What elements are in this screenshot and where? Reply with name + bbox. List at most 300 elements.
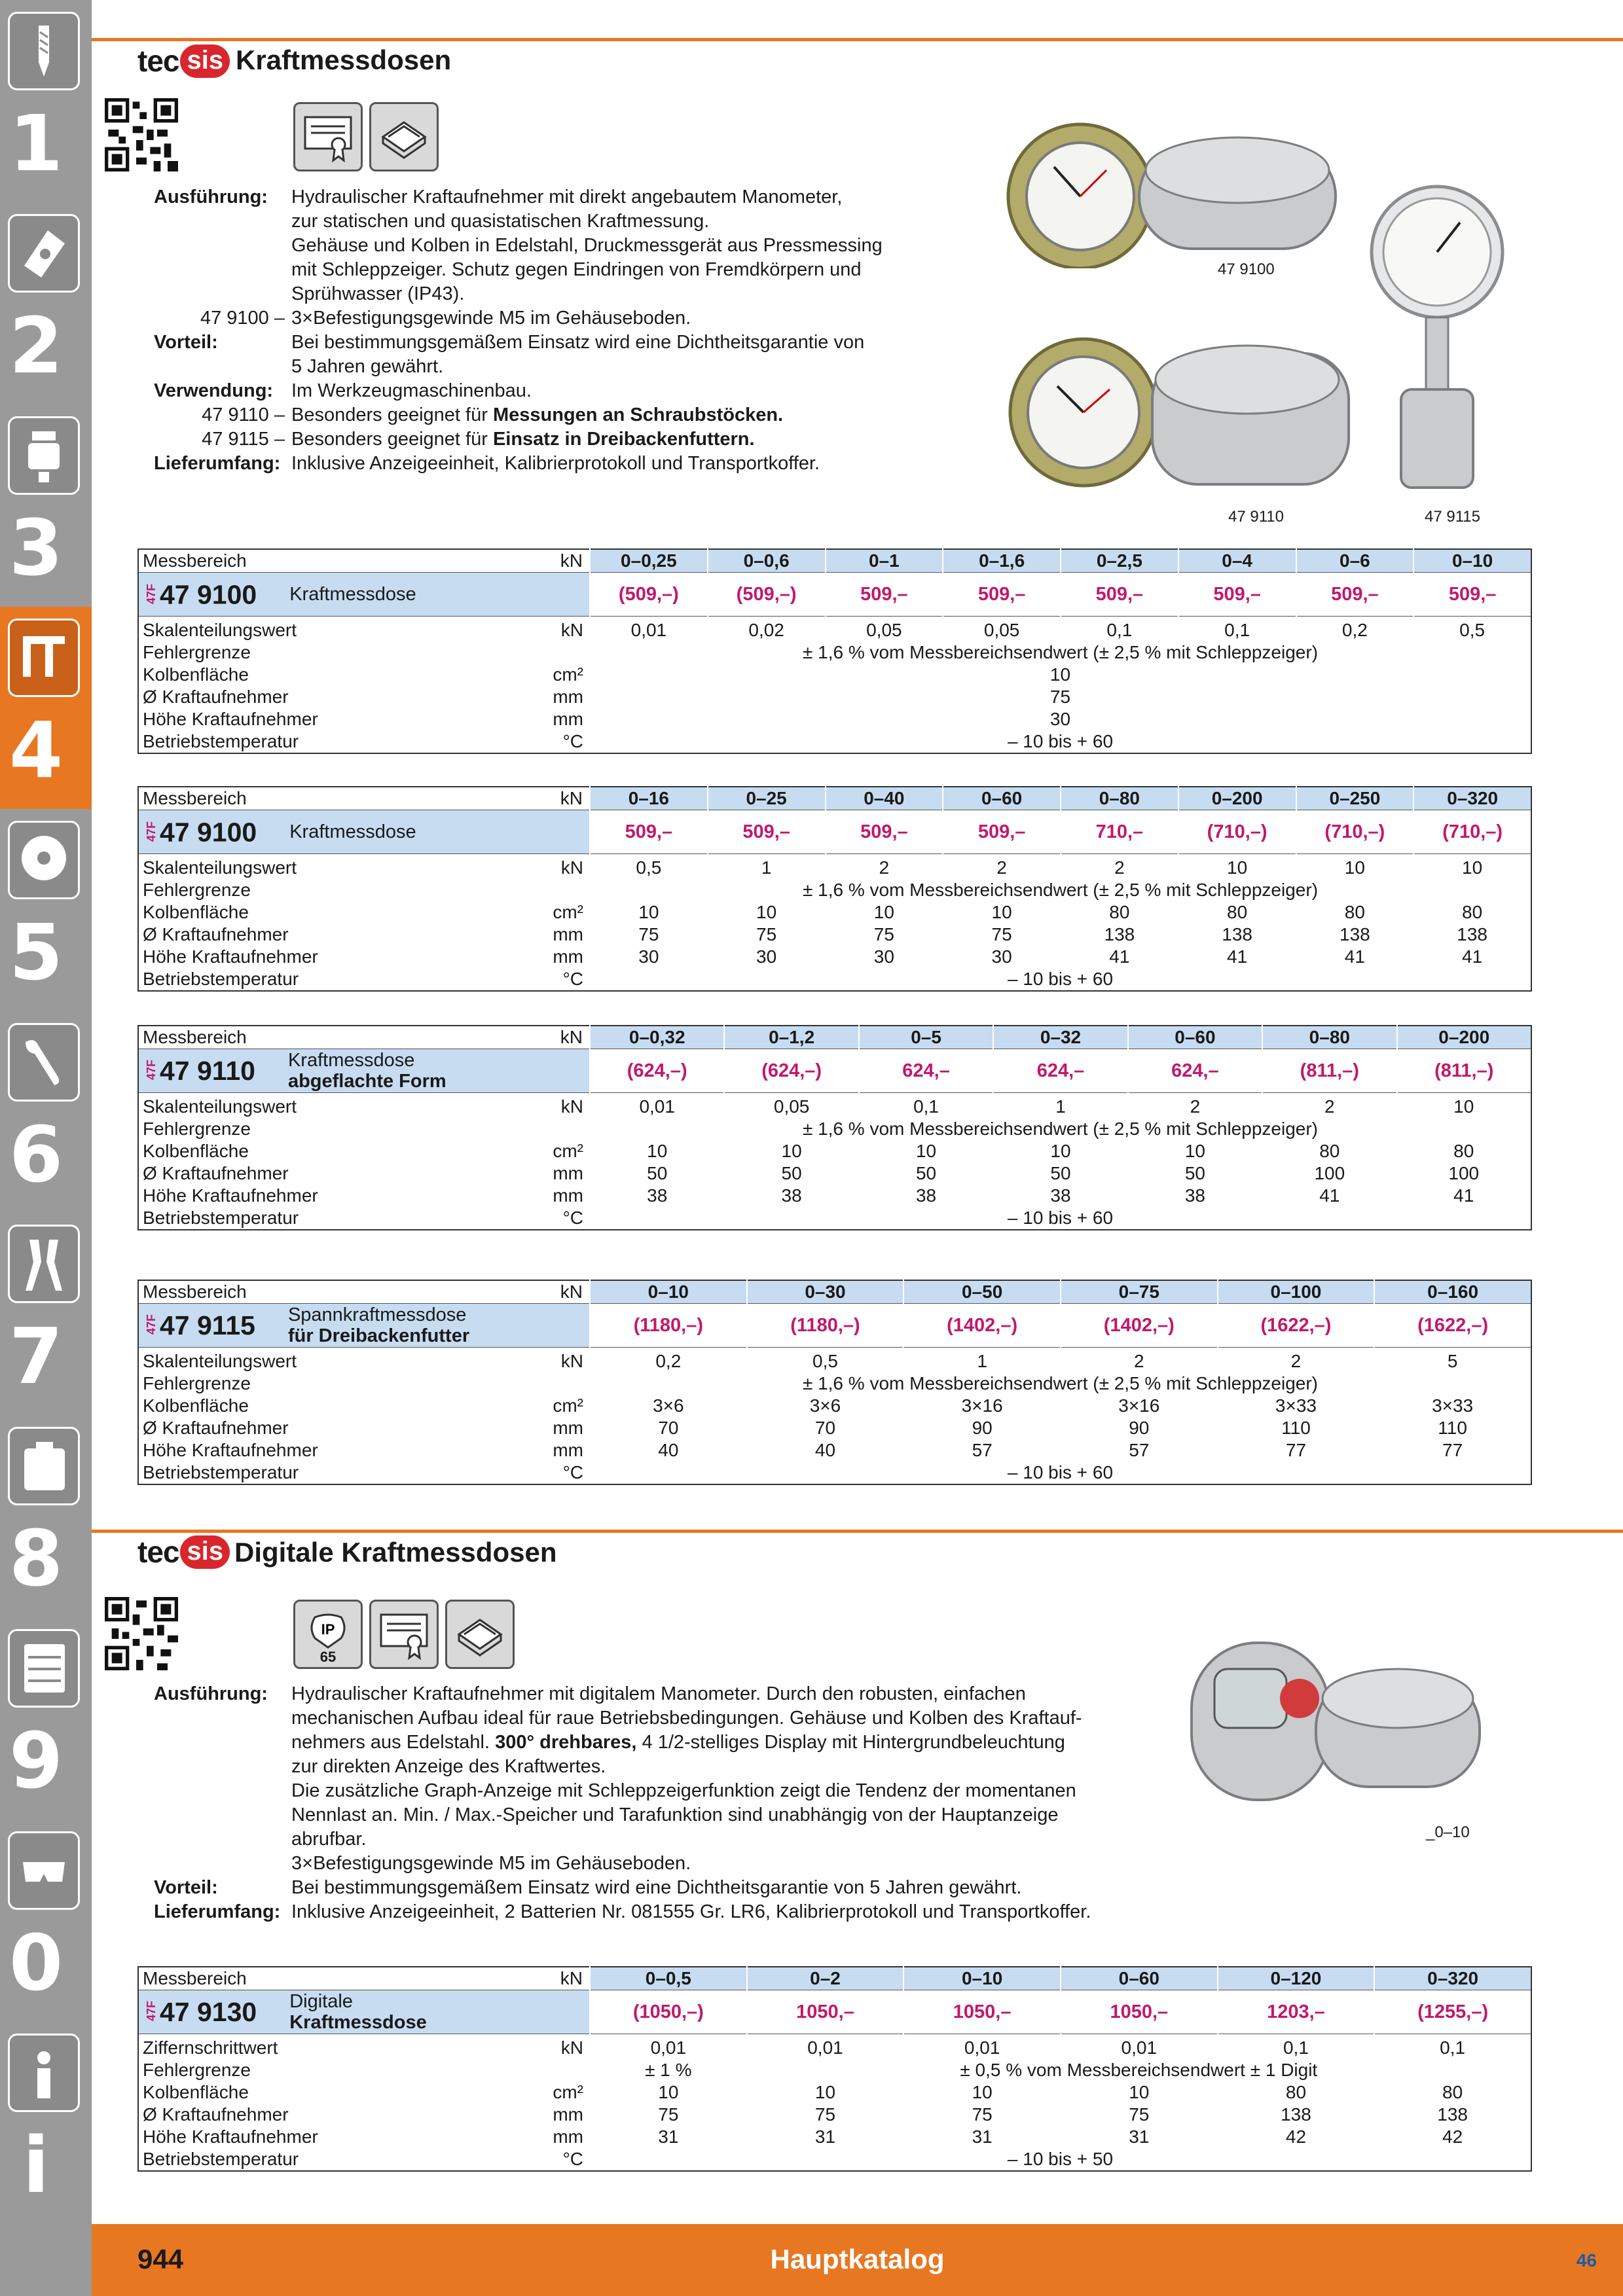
spec-value: 10 (1050, 1141, 1071, 1161)
spec-value: 75 (756, 924, 777, 944)
article-number[interactable]: 47 9130 (160, 1997, 257, 2027)
spec-value: 2 (943, 854, 1061, 880)
product-row (138, 1304, 1531, 1348)
photo-caption: _0–10 (1426, 1823, 1470, 1841)
price-cell[interactable]: (1622,–) (1218, 1304, 1375, 1348)
price-cell[interactable]: (811,–) (1262, 1049, 1396, 1093)
spec-row (138, 1207, 1531, 1230)
spec-label: Betriebstemperatur (143, 2149, 299, 2169)
spec-value-span: – 10 bis + 60 (1007, 969, 1114, 989)
spec-row (138, 2034, 1531, 2060)
description-line (291, 1852, 1182, 1876)
price-cell[interactable]: (710,–) (1178, 810, 1296, 854)
range-cell: 0–80 (1262, 1026, 1396, 1049)
description-text (291, 331, 959, 379)
spec-value: 110 (1281, 1418, 1311, 1438)
spec-value: 75 (991, 924, 1012, 944)
spec-value: 30 (638, 946, 659, 967)
spec-row (138, 2126, 1531, 2148)
article-number[interactable]: 47 9100 (160, 817, 257, 848)
price-cell[interactable]: (624,–) (590, 1049, 724, 1093)
price-cell[interactable]: (1180,–) (747, 1304, 904, 1348)
range-cell: 0–1,6 (943, 549, 1061, 573)
description-label: Lieferumfang: (154, 1901, 281, 1922)
range-cell: 0–320 (1413, 787, 1531, 810)
spec-value: 80 (1285, 2082, 1307, 2102)
product-name-cell (138, 1049, 590, 1093)
spec-value-span: ± 1,6 % vom Messbereichsendwert (± 2,5 % mit Schleppzeiger) (802, 1373, 1318, 1393)
spec-unit: cm² (553, 902, 583, 922)
price-cell[interactable]: 1050,– (903, 1990, 1061, 2034)
range-cell: 0–200 (1178, 787, 1296, 810)
spec-value: 3×33 (1432, 1395, 1474, 1416)
description-text (291, 452, 959, 476)
spec-value: 3×33 (1275, 1395, 1317, 1416)
spec-value: 41 (1344, 946, 1365, 967)
tecsis-logo (137, 1534, 230, 1570)
description-line (291, 1779, 1182, 1803)
spec-value: 10 (647, 1141, 668, 1161)
description-fragment: 4 1/2-stelliges Display mit Hintergrundbeleuchtung (636, 1732, 1065, 1753)
chapter-tab-0[interactable] (0, 1820, 92, 2022)
range-cell: 0–16 (590, 787, 708, 810)
catalog-title: Hauptkatalog (770, 2244, 945, 2274)
tag-47f: 47F (145, 583, 158, 604)
spec-value: 0,2 (1296, 617, 1414, 642)
photo-caption: 47 9100 (1218, 260, 1275, 278)
description-row (154, 1876, 1182, 1900)
spec-value: 40 (658, 1440, 679, 1460)
chapter-number: 1 (9, 98, 64, 188)
spec-value: 0,1 (1061, 617, 1178, 642)
range-cell: 0–100 (1218, 1280, 1375, 1304)
price-cell[interactable]: 509,– (826, 810, 943, 854)
price-cell[interactable]: 509,– (1178, 573, 1296, 617)
spec-row (138, 1185, 1531, 1207)
description-text (291, 1900, 1182, 1924)
range-cell: 0–50 (903, 1280, 1061, 1304)
spec-unit: mm (553, 924, 583, 944)
description-fragment: abrufbar. (291, 1829, 367, 1850)
description-fragment: 300° drehbares, (495, 1732, 637, 1753)
price-cell[interactable]: 509,– (590, 810, 708, 854)
spec-label: Skalenteilungswert (138, 854, 498, 880)
spec-value: 0,1 (859, 1093, 993, 1119)
spec-table-479130 (137, 1966, 1532, 2172)
range-cell: 0–5 (859, 1026, 993, 1049)
chapter-number: 4 (9, 704, 64, 795)
chapter-number: 8 (9, 1513, 64, 1604)
description-text-pre: Besonders geeignet für (291, 429, 493, 450)
product-name (288, 1050, 447, 1092)
range-cell: 0–0,25 (590, 549, 708, 573)
price-cell[interactable]: 509,– (826, 573, 943, 617)
spec-value: 75 (814, 2104, 836, 2125)
spec-table-479100 (137, 786, 1532, 992)
range-cell: 0–32 (993, 1026, 1127, 1049)
product-name (289, 1991, 427, 2033)
spec-unit: mm (553, 1440, 583, 1460)
chapter-tab-2[interactable] (0, 202, 92, 404)
chapter-tab-9[interactable] (0, 1617, 92, 1820)
price-cell[interactable]: (1402,–) (903, 1304, 1061, 1348)
price-cell[interactable]: 509,– (943, 810, 1061, 854)
spec-unit: mm (553, 687, 583, 707)
price-cell[interactable]: 509,– (1413, 573, 1531, 617)
description-text-bold: Messungen an Schraubstöcken. (492, 404, 784, 425)
product-row (138, 573, 1531, 617)
description-label: Vorteil: (154, 332, 218, 353)
spec-row (138, 1439, 1531, 1462)
spec-value: 57 (972, 1440, 993, 1460)
range-cell: 0–10 (903, 1967, 1061, 1990)
range-cell: 0–200 (1397, 1026, 1531, 1049)
spec-unit: °C (562, 731, 583, 751)
tag-47f: 47F (145, 1060, 158, 1081)
spec-row (138, 901, 1531, 924)
price-cell[interactable]: (1255,–) (1374, 1990, 1531, 2034)
spec-value: 10 (1397, 1093, 1531, 1119)
spec-value: ± 1 % (645, 2060, 692, 2080)
chapter-number: 5 (9, 906, 64, 997)
spec-value: 10 (1178, 854, 1296, 880)
spec-row (138, 2104, 1531, 2126)
range-cell: 0–60 (1128, 1026, 1262, 1049)
description-fragment: Inklusive Anzeigeeinheit, 2 Batterien Nr. 081555 Gr. LR6, Kalibrierprotokoll und Transportkoffer. (291, 1901, 1091, 1922)
spec-unit: cm² (553, 1141, 583, 1161)
spec-value: 0,5 (747, 1348, 904, 1373)
spec-value: 38 (1184, 1185, 1205, 1206)
tag-47f: 47F (145, 821, 158, 842)
spec-value: 10 (781, 1141, 802, 1161)
price-cell[interactable]: 509,– (1296, 573, 1414, 617)
spec-value-span: ± 1,6 % vom Messbereichsendwert (± 2,5 % mit Schleppzeiger) (802, 880, 1319, 900)
logo-text-sis: sis (180, 45, 230, 78)
description-line: zur statischen und quasistatischen Kraftmessung. (291, 211, 710, 232)
spec-unit (498, 2059, 590, 2081)
spec-value: 80 (1453, 1141, 1474, 1161)
price-cell[interactable]: 509,– (943, 573, 1061, 617)
spec-label: Ø Kraftaufnehmer (143, 924, 289, 944)
spec-value: 75 (873, 924, 894, 944)
description-fragment: zur direkten Anzeige des Kraftwertes. (291, 1756, 606, 1777)
load-cell-photo-479115 (1368, 183, 1506, 497)
spec-value: 57 (1129, 1440, 1150, 1460)
spec-unit (498, 879, 590, 901)
product-name-cell (138, 810, 590, 854)
range-cell: 0–80 (1061, 787, 1178, 810)
spec-row (138, 2081, 1531, 2104)
spec-value: 10 (1296, 854, 1414, 880)
price-cell[interactable]: (509,–) (590, 573, 708, 617)
price-cell[interactable]: 509,– (1061, 573, 1178, 617)
price-cell[interactable]: (1402,–) (1061, 1304, 1218, 1348)
spec-row (138, 664, 1531, 686)
spec-value-span: – 10 bis + 60 (1007, 1462, 1114, 1482)
spec-value: 2 (1218, 1348, 1375, 1373)
chapter-number: 6 (9, 1109, 64, 1200)
chuck-icon (8, 416, 80, 495)
price-cell[interactable]: 1050,– (747, 1990, 904, 2034)
range-cell: 0–0,6 (708, 549, 826, 573)
spec-value: 80 (1462, 902, 1483, 922)
product-name-line: Kraftmessdose (289, 584, 416, 605)
range-header-row (138, 1967, 1531, 1990)
spec-value: 38 (915, 1185, 937, 1206)
saw-disc-icon (8, 821, 80, 899)
spec-unit: °C (562, 969, 583, 989)
page-number: 944 (137, 2244, 184, 2274)
article-number[interactable]: 47 9115 (160, 1310, 255, 1340)
spec-unit (498, 641, 590, 664)
description-row (154, 1900, 1182, 1924)
spec-row (138, 1140, 1531, 1162)
spec-value: 10 (814, 2082, 836, 2102)
description-fragment: mechanischen Aufbau ideal für raue Betriebsbedingungen. Gehäuse und Kolben des Kraftauf- (291, 1708, 1082, 1729)
pliers-icon (8, 1225, 80, 1303)
spec-value: 50 (915, 1163, 937, 1183)
spec-value: 0,1 (1178, 617, 1296, 642)
price-cell[interactable]: 1050,– (1061, 1990, 1218, 2034)
description-text (291, 403, 959, 427)
chapter-tab-7[interactable] (0, 1213, 92, 1415)
product-name-line: für Dreibackenfutter (287, 1325, 470, 1346)
chapter-number: 7 (9, 1311, 64, 1402)
spec-value: 5 (1374, 1348, 1531, 1373)
article-number[interactable]: 47 9100 (160, 579, 257, 610)
range-cell: 0–1,2 (724, 1026, 858, 1049)
spec-label: Fehlergrenze (143, 880, 251, 900)
spec-value: 50 (1050, 1163, 1071, 1183)
product-row (138, 810, 1531, 854)
spec-label: Skalenteilungswert (138, 1348, 498, 1373)
spec-value: 0,5 (1413, 617, 1531, 642)
spec-value: 31 (972, 2126, 993, 2147)
range-cell: 0–2,5 (1061, 549, 1178, 573)
spec-value: 10 (638, 902, 659, 922)
chapter-tab-6[interactable] (0, 1011, 92, 1213)
spec-value: 70 (814, 1418, 836, 1438)
spec-value: 3×16 (961, 1395, 1003, 1416)
spec-value: 10 (991, 902, 1012, 922)
spec-value: 38 (647, 1185, 668, 1206)
price-cell[interactable]: 624,– (859, 1049, 993, 1093)
description-line (291, 1731, 1182, 1755)
price-cell[interactable]: (1622,–) (1374, 1304, 1531, 1348)
spec-row (138, 708, 1531, 730)
spec-value: 41 (1319, 1185, 1340, 1206)
price-cell[interactable]: 509,– (708, 810, 826, 854)
spec-row (138, 1395, 1531, 1417)
transport-case-icon (369, 102, 439, 171)
chapter-number: 3 (9, 502, 64, 593)
spec-table-479110 (137, 1025, 1532, 1230)
spec-value: 0,01 (747, 2034, 904, 2060)
description-line (291, 1682, 1182, 1706)
spec-value: 2 (1262, 1093, 1396, 1119)
description-text (291, 1682, 1182, 1876)
description-label: Ausführung: (154, 1683, 268, 1704)
range-label: Messbereich (138, 549, 498, 573)
section-title: Digitale Kraftmessdosen (234, 1537, 557, 1568)
description-fragment: Die zusätzliche Graph-Anzeige mit Schleppzeigerfunktion zeigt die Tendenz der momentanen (291, 1780, 1076, 1801)
price-cell[interactable]: (811,–) (1397, 1049, 1531, 1093)
spec-unit: kN (498, 1093, 590, 1119)
spec-value: 77 (1285, 1440, 1307, 1460)
range-unit: kN (498, 1026, 590, 1049)
description-text (291, 427, 959, 452)
range-cell: 0–320 (1374, 1967, 1531, 1990)
price-cell[interactable]: (624,–) (724, 1049, 858, 1093)
spec-label: Höhe Kraftaufnehmer (143, 709, 318, 729)
spec-value: 42 (1285, 2126, 1307, 2147)
spec-row (138, 879, 1531, 901)
product-name-cell (138, 573, 590, 617)
product-name-line: Digitale (289, 1991, 353, 2012)
spec-unit: kN (498, 1348, 590, 1373)
price-cell[interactable]: 710,– (1061, 810, 1178, 854)
product-name-cell (138, 1304, 590, 1348)
caliper-icon (8, 619, 80, 697)
spec-unit: °C (562, 2149, 583, 2169)
chapter-tab-5[interactable] (0, 809, 92, 1011)
description-text (291, 379, 959, 403)
spec-value-span: ± 0,5 % vom Messbereichsendwert ± 1 Digit (960, 2060, 1318, 2080)
range-label: Messbereich (138, 1026, 498, 1049)
spec-unit: mm (553, 2126, 583, 2147)
spec-value-span: ± 1,6 % vom Messbereichsendwert (± 2,5 % mit Schleppzeiger) (802, 642, 1319, 662)
price-cell[interactable]: (710,–) (1413, 810, 1531, 854)
spec-row (138, 924, 1531, 946)
logo-text-tec: tec (137, 44, 179, 78)
spec-value: 0,5 (590, 854, 708, 880)
safety-glasses-icon (8, 1831, 80, 1910)
spec-value: 3×6 (809, 1395, 841, 1416)
spec-value: 41 (1227, 946, 1248, 967)
description-line: Gehäuse und Kolben in Edelstahl, Druckmessgerät aus Pressmessing (291, 235, 883, 256)
spec-value: 50 (647, 1163, 668, 1183)
spec-unit: mm (553, 1185, 583, 1206)
price-cell[interactable]: 624,– (1128, 1049, 1262, 1093)
tag-47f: 47F (145, 2001, 158, 2022)
spec-value: 0,1 (1218, 2034, 1375, 2060)
spec-value: 77 (1442, 1440, 1463, 1460)
description-text (291, 185, 959, 306)
range-header-row (138, 787, 1531, 810)
spec-label: Betriebstemperatur (143, 731, 299, 751)
description-text-pre: Besonders geeignet für (291, 404, 493, 425)
range-unit: kN (498, 549, 590, 573)
load-cell-photo-479100 (995, 118, 1349, 268)
article-number[interactable]: 47 9110 (160, 1056, 255, 1086)
spec-value: 0,02 (708, 617, 826, 642)
chapter-number: 9 (9, 1715, 64, 1806)
price-cell[interactable]: (1180,–) (590, 1304, 747, 1348)
price-cell[interactable]: (710,–) (1296, 810, 1414, 854)
spec-value: 138 (1457, 924, 1487, 944)
spec-value-span: – 10 bis + 60 (1007, 1208, 1114, 1228)
spec-value: 3×6 (653, 1395, 684, 1416)
tag-47f: 47F (145, 1314, 158, 1335)
price-cell[interactable]: 624,– (993, 1049, 1127, 1093)
spec-unit: mm (553, 1163, 583, 1183)
description-row (154, 185, 959, 306)
spec-value-span: 10 (1049, 664, 1071, 685)
chapter-tab-1[interactable] (0, 0, 92, 202)
spec-value: 80 (1227, 902, 1248, 922)
description-line (291, 1755, 1182, 1779)
spec-value: 10 (1413, 854, 1531, 880)
spec-value: 90 (1129, 1418, 1150, 1438)
chapter-tab-4[interactable] (0, 607, 92, 809)
chapter-tab-3[interactable] (0, 404, 92, 607)
description-line (291, 1827, 1182, 1852)
spec-value: 41 (1109, 946, 1130, 967)
chapter-tab-i[interactable] (0, 2022, 92, 2224)
chapter-tab-8[interactable] (0, 1415, 92, 1617)
section-title: Kraftmessdosen (236, 45, 452, 75)
spec-value: 0,2 (590, 1348, 747, 1373)
description-row (154, 331, 959, 379)
description-line: Inklusive Anzeigeeinheit, Kalibrierprotokoll und Transportkoffer. (291, 453, 820, 474)
description-fragment: Bei bestimmungsgemäßem Einsatz wird eine Dichtheitsgarantie von 5 Jahren gewährt. (291, 1877, 1022, 1898)
range-cell: 0–0,5 (590, 1967, 747, 1990)
range-cell: 0–1 (826, 549, 943, 573)
spec-row (138, 1372, 1531, 1395)
spec-label: Kolbenfläche (143, 2082, 249, 2102)
spec-unit: °C (562, 1208, 583, 1228)
chapter-number: 2 (9, 300, 64, 391)
spec-label: Kolbenfläche (143, 664, 249, 685)
spec-label: Skalenteilungswert (138, 617, 498, 642)
price-cell[interactable]: (509,–) (708, 573, 826, 617)
range-cell: 0–60 (1061, 1967, 1218, 1990)
spec-value: 2 (826, 854, 943, 880)
description-line: Hydraulischer Kraftaufnehmer mit direkt angebautem Manometer, (291, 187, 843, 207)
description-label: Ausführung: (154, 187, 268, 207)
product-description (154, 185, 959, 476)
range-cell: 0–25 (708, 787, 826, 810)
description-line (291, 1900, 1182, 1924)
description-label: Vorteil: (154, 1877, 218, 1898)
spec-value: 75 (658, 2104, 679, 2125)
spec-value: 10 (915, 1141, 937, 1161)
spec-value: 75 (1129, 2104, 1150, 2125)
digital-load-cell-photo (1185, 1630, 1493, 1813)
spec-label: Ø Kraftaufnehmer (143, 1163, 289, 1183)
spec-unit: cm² (553, 664, 583, 685)
svg-text:IP: IP (321, 1621, 335, 1638)
description-row (154, 306, 959, 331)
spec-row (138, 2059, 1531, 2081)
chapter-sidebar (0, 0, 92, 2296)
price-cell[interactable]: 1203,– (1218, 1990, 1375, 2034)
spec-label: Ziffernschrittwert (138, 2034, 498, 2060)
description-label: 47 9110 – (202, 404, 285, 425)
price-cell[interactable]: (1050,–) (590, 1990, 747, 2034)
spec-value: 10 (1184, 1141, 1205, 1161)
spec-unit: kN (498, 2034, 590, 2060)
spec-unit: mm (553, 709, 583, 729)
spec-label: Fehlergrenze (143, 1119, 251, 1139)
spec-label: Fehlergrenze (143, 1373, 251, 1393)
photo-caption: 47 9115 (1425, 508, 1480, 526)
header-rule (92, 38, 1623, 41)
spec-row (138, 1118, 1531, 1140)
description-row (154, 452, 959, 476)
spec-unit: mm (553, 1418, 583, 1438)
spec-value: 0,01 (1061, 2034, 1218, 2060)
